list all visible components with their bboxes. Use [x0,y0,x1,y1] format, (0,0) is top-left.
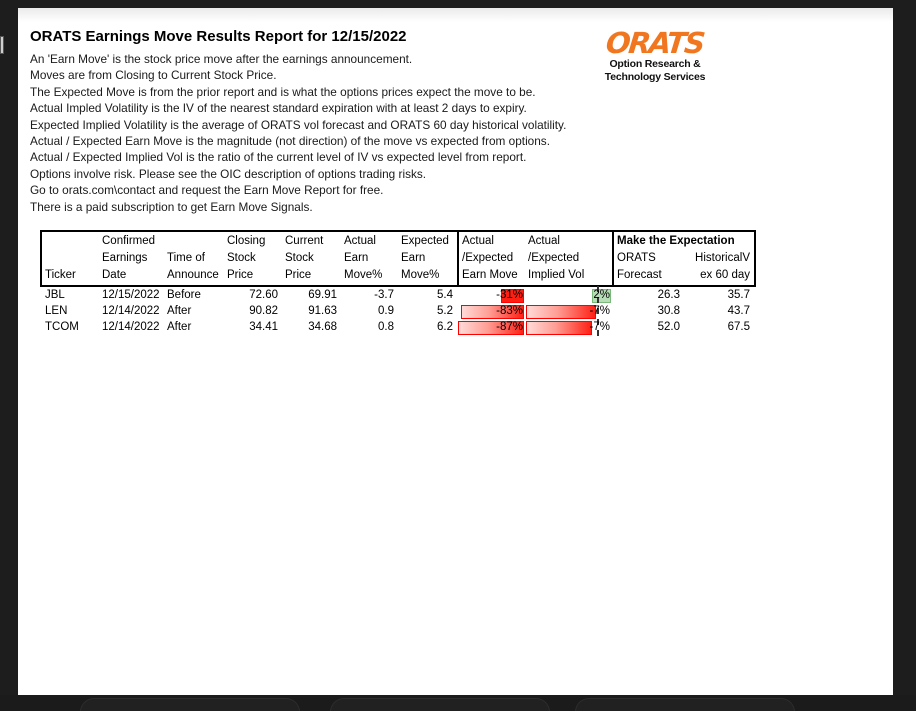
closing-price-cell: 72.60 [249,289,278,302]
table-row-len [42,304,756,320]
actual-expected-implied-vol-cell: 2% [593,289,610,302]
historical-vol-cell: 35.7 [727,289,750,302]
col-header-actual-earn-move: Actual Earn Move% [344,235,383,282]
ticker-cell: LEN [45,305,68,318]
expected-earn-move-cell: 6.2 [437,321,453,334]
frame-tab-curve [80,698,300,711]
col-header-orats-forecast: ORATS Forecast [617,252,662,282]
table-row-tcom [42,320,756,336]
results-table [40,230,756,336]
announce-cell: After [167,305,192,318]
make-the-expectation-section [612,232,754,285]
table-body [40,287,756,336]
report-content [18,8,893,336]
description-line: The Expected Move is from the prior report and is what the options prices expect the move to be. [30,84,536,99]
earnings-date-cell: 12/14/2022 [102,305,160,318]
orats-forecast-cell: 30.8 [657,305,680,318]
expected-earn-move-cell: 5.4 [437,289,453,302]
actual-earn-move-cell: 0.8 [378,321,394,334]
actual-expected-implied-vol-cell: -7% [525,320,612,336]
bottom-frame-strip [0,695,916,711]
description-line: An 'Earn Move' is the stock price move after the earnings announcement. [30,52,413,66]
announce-cell: After [167,321,192,334]
closing-price-cell: 90.82 [249,305,278,318]
orats-forecast-cell: 26.3 [657,289,680,302]
table-header [40,230,756,287]
orats-logo-wordmark: ORATS [604,26,706,60]
orats-forecast-cell: 52.0 [657,321,680,334]
announce-cell: Before [167,289,201,302]
actual-expected-earn-move-cell: -83% [457,304,525,320]
table-row-jbl [42,288,756,304]
description-line: Actual / Expected Earn Move is the magnitude (not direction) of the move vs expected from options. [30,134,550,149]
col-header-time-of-announce: Time of Announce [167,252,219,282]
frame-tab-curve [330,698,550,711]
actual-expected-implied-vol-cell: -7% [525,304,612,320]
orats-logo-tagline: Option Research & [609,58,701,70]
description-line: Go to orats.com\contact and request the Earn Move Report for free. [30,183,384,198]
current-price-cell: 69.91 [308,289,337,302]
orats-logo-tagline: Technology Services [604,70,706,83]
description-line: Options involve risk. Please see the OIC description of options trading risks. [30,166,427,181]
col-header-ticker: Ticker [45,269,76,282]
earnings-date-cell: 12/15/2022 [102,289,160,302]
historical-vol-cell: 43.7 [727,305,750,318]
section-header: Make the Expectation [617,235,735,248]
description-line: There is a paid subscription to get Earn Move Signals. [30,199,313,214]
ticker-cell: JBL [45,289,65,302]
col-header-closing-price: Closing Stock Price [227,235,266,282]
col-header-actual-expected-implied-vol: Actual /Expected Implied Vol [528,235,585,282]
actual-expected-earn-move-cell: -87% [457,320,525,336]
current-price-cell: 91.63 [308,305,337,318]
left-edge-window-artifact [0,36,4,54]
current-price-cell: 34.68 [308,321,337,334]
closing-price-cell: 34.41 [249,321,278,334]
description-line: Expected Implied Volatility is the average of ORATS vol forecast and ORATS 60 day historical volatility. [30,117,567,132]
page-title: ORATS Earnings Move Results Report for 12/15/2022 [30,28,407,45]
report-page [18,8,893,695]
ticker-cell: TCOM [45,321,79,334]
col-header-current-price: Current Stock Price [285,235,324,282]
historical-vol-cell: 67.5 [727,321,750,334]
description-line: Actual / Expected Implied Vol is the ratio of the current level of IV vs expected level from report. [30,150,527,165]
col-header-actual-expected-earn-move: Actual /Expected Earn Move [457,232,525,285]
earnings-date-cell: 12/14/2022 [102,321,160,334]
expected-earn-move-cell: 5.2 [437,305,453,318]
frame-tab-curve [575,698,795,711]
description-line: Actual Impled Volatility is the IV of the nearest standard expiration with at least 2 days to expiry. [30,101,527,116]
actual-earn-move-cell: 0.9 [378,305,394,318]
col-header-historical-vol: HistoricalV ex 60 day [695,252,750,282]
report-description [30,51,893,215]
orats-logo [600,28,710,83]
description-line: Moves are from Closing to Current Stock Price. [30,68,277,83]
col-header-expected-earn-move: Expected Earn Move% [401,235,449,282]
actual-earn-move-cell: -3.7 [374,289,394,302]
col-header-earnings-date: Confirmed Earnings Date [102,235,156,282]
actual-expected-earn-move-cell: -31% [496,289,523,302]
